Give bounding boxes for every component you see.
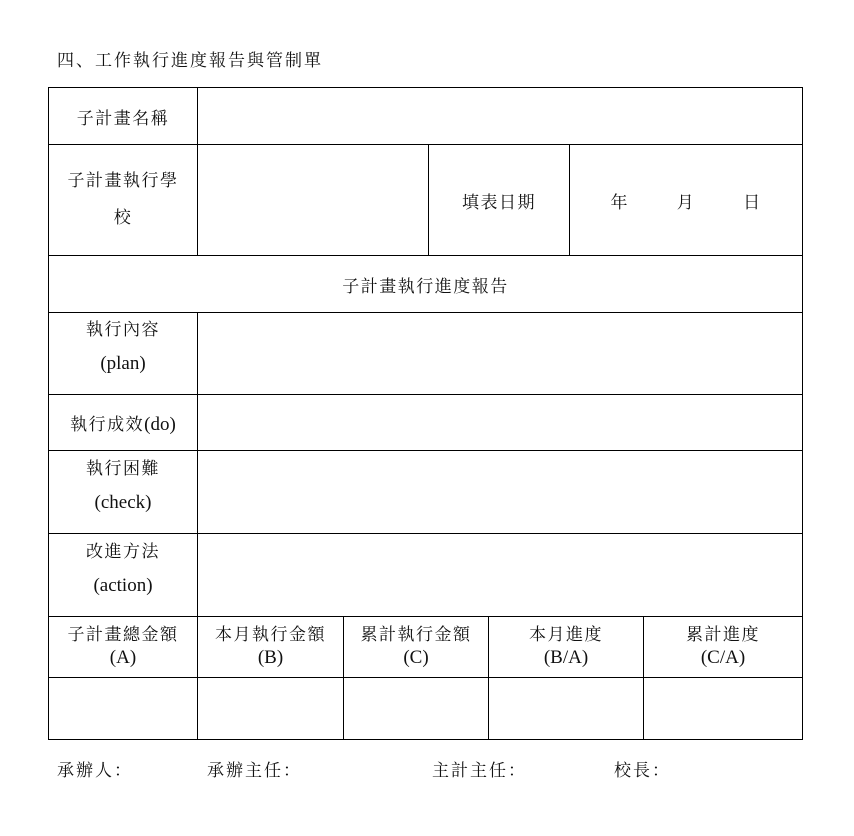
budget-header-cumulative-progress-cn: 累計進度 (686, 624, 761, 645)
budget-header-total-code: (A) (109, 646, 137, 668)
improve-field[interactable] (198, 534, 803, 617)
content-label-cn: 執行內容 (86, 320, 160, 341)
report-section-title: 子計畫執行進度報告 (49, 256, 803, 313)
content-label-en: (plan) (100, 353, 146, 375)
progress-report-form (48, 87, 803, 740)
date-month: 月 (676, 192, 696, 213)
difficulty-field[interactable] (198, 451, 803, 534)
effect-label (49, 395, 198, 451)
budget-header-total (49, 617, 198, 678)
budget-header-month-amount-cn: 本月執行金額 (215, 624, 326, 645)
budget-header-cumulative-progress (644, 617, 803, 678)
budget-month-amount-field[interactable] (198, 678, 344, 740)
budget-cumulative-amount-field[interactable] (344, 678, 489, 740)
school-label (49, 145, 198, 256)
date-day: 日 (743, 192, 762, 213)
content-field[interactable] (198, 313, 803, 395)
budget-total-field[interactable] (49, 678, 198, 740)
project-name-label: 子計畫名稱 (49, 88, 198, 145)
effect-label-en: (do) (144, 413, 176, 435)
budget-header-total-cn: 子計畫總金額 (67, 624, 179, 645)
budget-header-month-progress (489, 617, 644, 678)
budget-header-cumulative-amount-cn: 累計執行金額 (360, 624, 472, 645)
effect-field[interactable] (198, 395, 803, 451)
budget-header-month-progress-cn: 本月進度 (529, 624, 603, 645)
budget-header-cumulative-amount-code: (C) (403, 646, 429, 668)
signature-accounting-director: 主計主任： (432, 761, 527, 781)
difficulty-label-cn: 執行困難 (86, 458, 160, 479)
content-label (49, 313, 198, 395)
improve-label-cn: 改進方法 (86, 541, 160, 562)
signature-principal: 校長： (614, 761, 671, 781)
project-name-field[interactable] (198, 88, 803, 145)
difficulty-label (49, 451, 198, 534)
budget-header-month-amount (198, 617, 344, 678)
school-field[interactable] (198, 145, 429, 256)
improve-label-en: (action) (93, 574, 153, 596)
budget-header-cumulative-amount (344, 617, 489, 678)
signature-handler: 承辦人： (57, 761, 133, 781)
fill-date-label: 填表日期 (429, 145, 570, 256)
school-label-line1: 子計畫執行學 (67, 170, 179, 191)
difficulty-label-en: (check) (94, 491, 152, 513)
school-label-line2: 校 (113, 208, 133, 228)
date-year: 年 (610, 192, 629, 213)
form-heading: 四、工作執行進度報告與管制單 (57, 51, 323, 71)
budget-cumulative-progress-field[interactable] (644, 678, 803, 740)
effect-label-cn: 執行成效 (70, 414, 145, 435)
budget-month-progress-field[interactable] (489, 678, 644, 740)
budget-header-month-amount-code: (B) (257, 646, 284, 668)
budget-header-cumulative-progress-code: (C/A) (700, 646, 746, 668)
budget-header-month-progress-code: (B/A) (543, 646, 589, 668)
fill-date-field[interactable] (570, 145, 803, 256)
signature-handling-director: 承辦主任： (207, 761, 302, 781)
improve-label (49, 534, 198, 617)
